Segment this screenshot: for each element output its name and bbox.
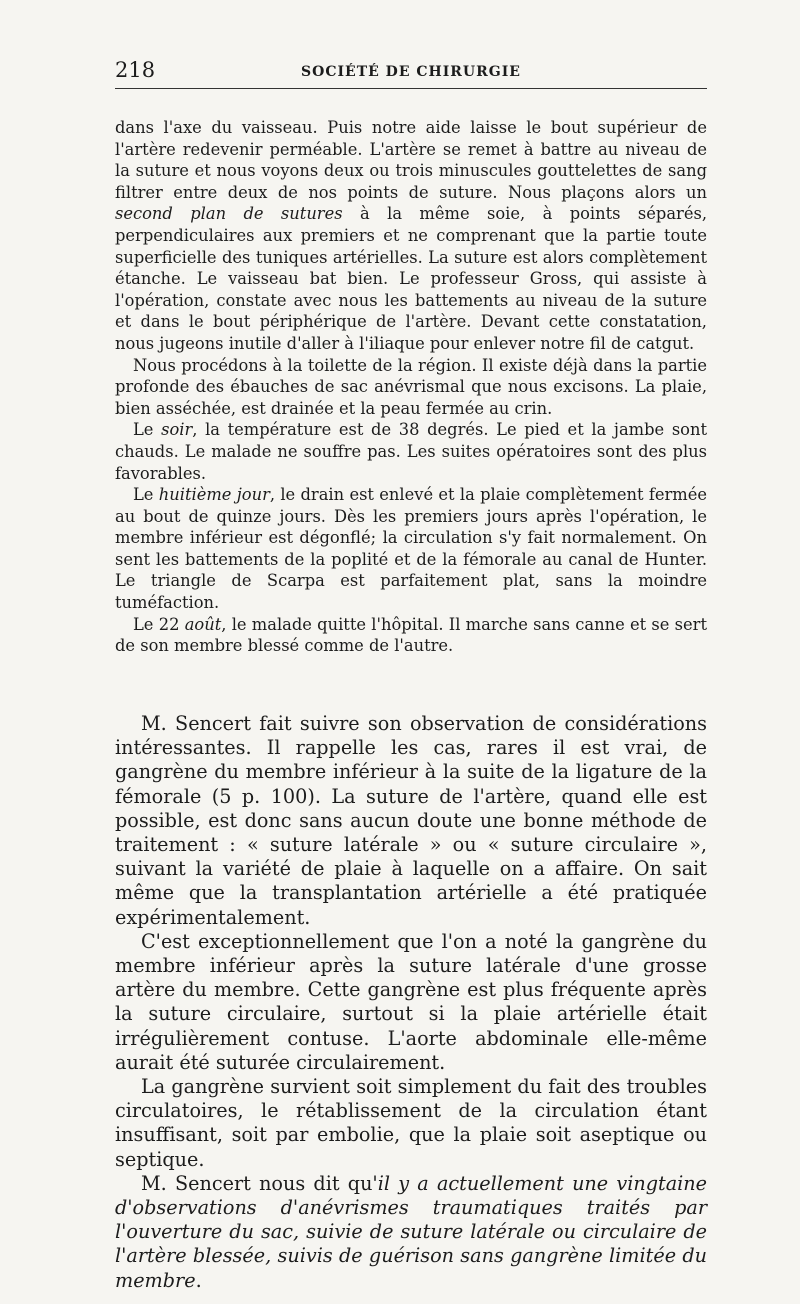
paragraph <box>115 614 707 657</box>
paragraph: C'est exceptionnellement que l'on a noté la gangrène du membre inférieur après la suture latérale d'une grosse artère du membre. Cette gangrène est plus fréquente après la suture circulaire, surtout si la plaie artérielle était irrégulièrement contuse. L'aorte abdominale elle-même aurait été suturée circulairement. <box>115 929 707 1074</box>
italic-run: soir <box>161 420 193 440</box>
paragraph: M. Sencert fait suivre son observation de considérations intéressantes. Il rappelle les cas, rares il est vrai, de gangrène du membre inférieur à la suite de la ligature de la fémorale (5 p. 100). La suture de l'artère, quand elle est possible, est donc sans aucun doute une bonne méthode de traitement : « suture latérale » ou « suture circulaire », suivant la variété de plaie à laquelle on a affaire. On sait même que la transplantation artérielle a été pratiquée expérimentalement. <box>115 712 707 929</box>
observation-text <box>115 117 707 657</box>
page-header <box>115 58 707 89</box>
paragraph: La gangrène survient soit simplement du fait des troubles circulatoires, le rétablissement de la circulation étant insuffisant, soit par embolie, que la plaie soit aseptique ou septique. <box>115 1075 707 1171</box>
text-run: Le 22 <box>133 614 185 634</box>
text-run: , le drain est enlevé et la plaie complètement fermée au bout de quinze jours. Dès les premiers jours après l'opération, le membre inférieur est dégonflé; la circulation s'y fait normalement. On sent les battements de la poplité et de la fémorale au canal de Hunter. Le triangle de Scarpa est parfaitement plat, sans la moindre tuméfaction. <box>115 485 708 613</box>
paragraph <box>115 1172 707 1293</box>
text-run: M. Sencert nous dit qu' <box>141 1171 378 1195</box>
paragraph <box>115 484 707 614</box>
italic-run: second plan de sutures <box>115 204 343 224</box>
text-run: , la température est de 38 degrés. Le pied et la jambe sont chauds. Le malade ne souffre pas. Les suites opératoires sont des plus favorables. <box>115 420 708 483</box>
italic-run: août <box>184 614 222 634</box>
paragraph: Nous procédons à la toilette de la région. Il existe déjà dans la partie profonde des ébauches de sac anévrismal que nous excisons. La plaie, bien asséchée, est drainée et la peau fermée au crin. <box>115 355 707 418</box>
page-number: 218 <box>115 58 156 82</box>
text-run: Le <box>133 420 162 440</box>
italic-run: huitième jour <box>158 485 270 505</box>
text-run: Le <box>133 485 159 505</box>
running-title: SOCIÉTÉ DE CHIRURGIE <box>301 64 521 80</box>
italic-run: il y a actuellement une vingtaine d'observations d'anévrismes traumatiques traités par l'ouverture du sac, suivie de suture latérale ou circulaire de l'artère blessée, suivis de guérison sans gangrène limitée du membre <box>115 1171 707 1292</box>
paragraph <box>115 419 707 484</box>
paragraph <box>115 117 707 355</box>
text-run: dans l'axe du vaisseau. Puis notre aide laisse le bout supérieur de l'artère redevenir perméable. L'artère se remet à battre au niveau de la suture et nous voyons deux ou trois minuscules gouttelettes de sang filtrer entre deux de nos points de suture. Nous plaçons alors un <box>115 118 707 202</box>
commentary-text <box>115 712 707 1293</box>
text-run: à la même soie, à points séparés, perpendiculaires aux premiers et ne comprenant que la partie toute superficielle des tuniques artérielles. La suture est alors complètement étanche. Le vaisseau bat bien. Le professeur Gross, qui assiste à l'opération, constate avec nous les battements au niveau de la suture et dans le bout périphérique de l'artère. Devant cette constatation, nous jugeons inutile d'aller à l'iliaque pour enlever notre fil de catgut. <box>115 204 707 353</box>
text-run: , le malade quitte l'hôpital. Il marche sans canne et se sert de son membre blessé comme de l'autre. <box>115 614 707 656</box>
text-run: . <box>195 1268 202 1292</box>
